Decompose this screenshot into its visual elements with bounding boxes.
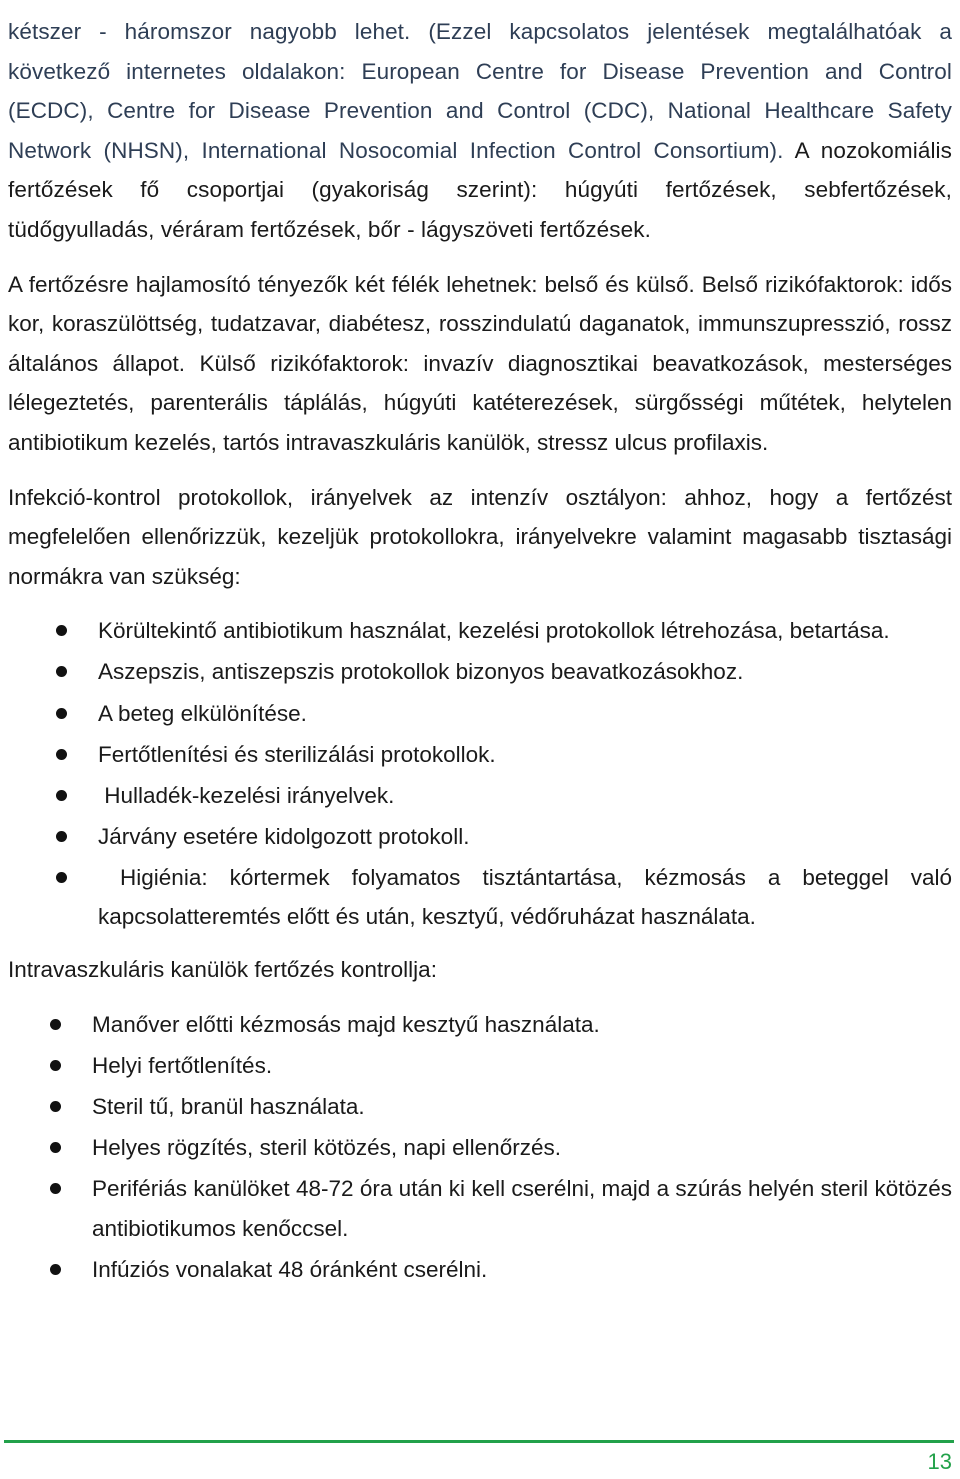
- bullet-icon: [50, 1060, 61, 1071]
- list-item-text: Infúziós vonalakat 48 óránként cserélni.: [92, 1256, 488, 1282]
- list-item: [8, 858, 959, 937]
- list-item: [8, 1128, 952, 1168]
- page-number: 13: [927, 1449, 952, 1474]
- bullet-icon: [56, 666, 67, 677]
- list-item-text: Helyi fertőtlenítés.: [92, 1052, 273, 1078]
- list-item-text: Fertőtlenítési és sterilizálási protokollok.: [98, 741, 496, 767]
- document-page: [8, 12, 959, 1291]
- bullet-icon: [50, 1142, 61, 1153]
- list-item-text: Körültekintő antibiotikum használat, kezelési protokollok létrehozása, betartása.: [98, 618, 890, 644]
- list-item: [8, 1046, 952, 1086]
- bullet-icon: [50, 1264, 61, 1275]
- bullet-icon: [56, 708, 67, 719]
- bullet-icon: [56, 872, 67, 883]
- bullet-icon: [50, 1101, 61, 1112]
- paragraph-infection-control: Infekció-kontrol protokollok, irányelvek az intenzív osztályon: ahhoz, hogy a fertőzést megfelelően ellenőrizzük, kezeljük protokollokra, irányelvekre valamint magasabb tisztasági normákra van szükség:: [8, 484, 952, 589]
- list-item: [8, 735, 952, 775]
- list-item: [8, 694, 952, 734]
- list-item: [8, 1169, 952, 1248]
- paragraph-infection-reports-sources: kétszer - háromszor nagyobb lehet. (Ezzel kapcsolatos jelentések megtalálhatóak a következő internetes oldalakon: European Centre for Disease Prevention and Control (ECDC), Centre for Disease Prevention and Control (CDC), National Healthcare Safety Network (NHSN), International Nosocomial Infection Control Consortium).: [8, 19, 952, 163]
- list-item: [8, 776, 952, 816]
- paragraph-infection-reports: [8, 12, 952, 250]
- bullet-icon: [56, 831, 67, 842]
- risk-factors-intro: A fertőzésre hajlamosító tényezők két félék lehetnek: belső és külső.: [8, 271, 695, 297]
- list-item-text: Higiénia: kórtermek folyamatos tisztántartása, kézmosás a beteggel való kapcsolatteremtés előtt és után, kesztyű, védőruházat használata.: [98, 864, 959, 930]
- bullet-icon: [50, 1019, 61, 1030]
- list-item: [8, 1005, 952, 1045]
- list-item-text: Manőver előtti kézmosás majd kesztyű használata.: [92, 1011, 600, 1037]
- paragraph-cannula-heading: Intravaszkuláris kanülök fertőzés kontrollja:: [8, 957, 437, 983]
- list-item-text: Helyes rögzítés, steril kötözés, napi ellenőrzés.: [92, 1134, 561, 1160]
- bullet-icon: [56, 749, 67, 760]
- list-item: [8, 652, 952, 692]
- list-item-text: Perifériás kanülöket 48-72 óra után ki kell cserélni, majd a szúrás helyén steril kötözés antibiotikumos kenőccsel.: [92, 1176, 952, 1241]
- list-item-text: Járvány esetére kidolgozott protokoll.: [98, 823, 470, 849]
- bullet-icon: [56, 790, 67, 801]
- list-item-text: Aszepszis, antiszepszis protokollok bizonyos beavatkozásokhoz.: [98, 659, 744, 685]
- footer-divider: [4, 1440, 954, 1443]
- cannula-control-list: [8, 1005, 952, 1290]
- list-item: [8, 1087, 952, 1127]
- internal-risk-factors: Belső rizikófaktorok: idős kor, koraszülöttség, tudatzavar, diabétesz, rosszindulatú daganatok, immunszupresszió, rossz általános állapot.: [8, 271, 952, 376]
- list-item-text: Steril tű, branül használata.: [92, 1093, 365, 1119]
- infection-control-list: [8, 611, 959, 937]
- list-item-text: A beteg elkülönítése.: [98, 700, 307, 726]
- list-item: [8, 1250, 952, 1290]
- list-item: [8, 817, 952, 857]
- list-item-text: Hulladék-kezelési irányelvek.: [98, 782, 395, 808]
- list-item: [8, 611, 952, 651]
- bullet-icon: [56, 625, 67, 636]
- paragraph-infection-groups: A nozokomiális fertőzések fő csoportjai (gyakoriság szerint): húgyúti fertőzések, sebfertőzések, tüdőgyulladás, véráram fertőzések, bőr - lágyszöveti fertőzések.: [8, 137, 952, 242]
- bullet-icon: [50, 1183, 61, 1194]
- paragraph-risk-factors: [8, 265, 952, 463]
- external-risk-factors: Külső rizikófaktorok: invazív diagnosztikai beavatkozások, mesterséges lélegeztetés, parenterális táplálás, húgyúti katéterezések, sürgősségi műtétek, helytelen antibiotikum kezelés, tartós intravaszkuláris kanülök, stressz ulcus profilaxis.: [8, 350, 952, 455]
